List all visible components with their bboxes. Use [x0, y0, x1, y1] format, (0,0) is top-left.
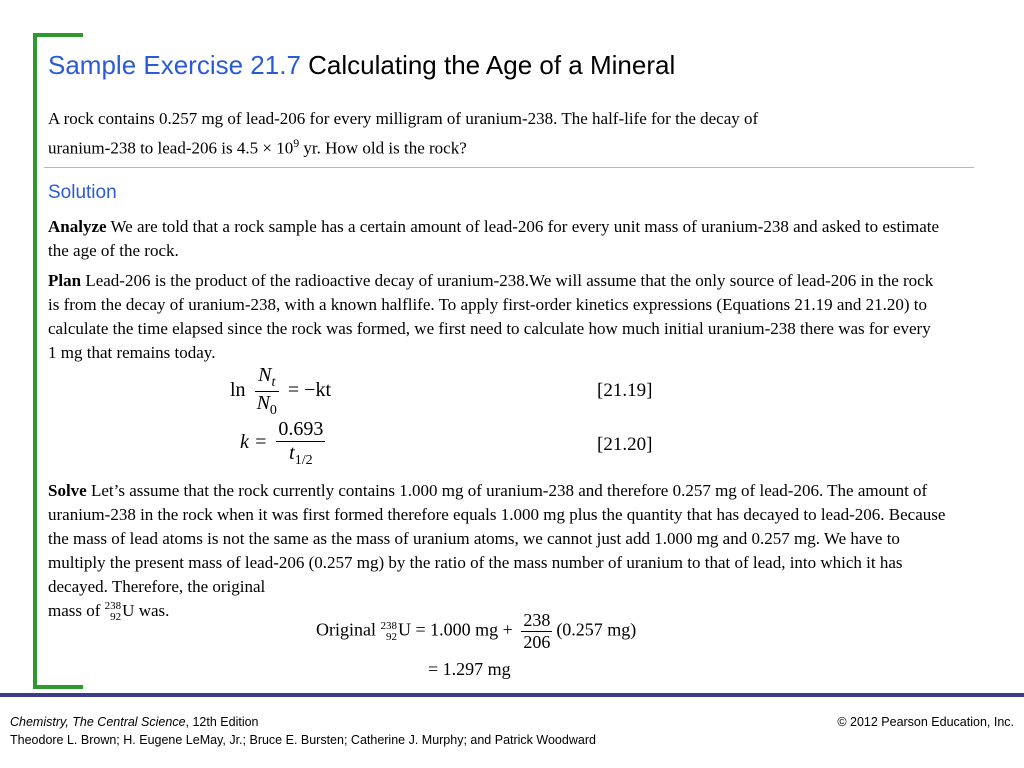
subscript: 0 [269, 403, 277, 418]
footer-book [10, 715, 259, 729]
denominator: 206 [523, 632, 551, 652]
numerator: 0.693 [278, 418, 324, 440]
page-title [48, 50, 675, 81]
book-title: Chemistry, The Central Science [10, 715, 186, 729]
numerator: 238 [523, 610, 551, 630]
plan-label: Plan [48, 271, 82, 290]
fraction [276, 418, 325, 469]
exercise-number: Sample Exercise 21.7 [48, 50, 301, 80]
denominator: t [289, 442, 295, 464]
subscript: 1/2 [294, 453, 313, 468]
edition: , 12th Edition [185, 715, 259, 729]
subscript: t [271, 375, 276, 390]
problem-line-1: A rock contains 0.257 mg of lead-206 for every milligram of uranium-238. The half-life for the decay of [48, 109, 759, 128]
equation-21-19 [230, 364, 331, 419]
divider [44, 167, 974, 168]
solve-text-end: mass of [48, 601, 105, 620]
solve-text: Let’s assume that the rock currently contains 1.000 mg of uranium-238 and therefore 0.257 mg of lead-206. The amount of uranium-238 in the rock when it was first formed therefore equals 1.000 mg plus the quantity that has decayed to lead-206. Because the mass of lead atoms is not the same as the mass of uranium atoms, we cannot just add 1.000 mg and 0.257 mg. We have to multiply the present mass of lead-206 (0.257 mg) by the ratio of the mass number of uranium to that of lead, into which it has decayed. Therefore, the original [48, 481, 946, 596]
element-symbol: U [122, 601, 135, 620]
equation-label-21-20: [21.20] [597, 434, 653, 455]
element-symbol: U [398, 619, 411, 640]
numerator: N [258, 364, 272, 386]
plan-text: Lead-206 is the product of the radioactive decay of uranium-238.We will assume that the only source of lead-206 in the rock is from the decay of uranium-238, with a known halflife. To apply first-order kinetics expressions (Equations 21.19 and 21.20) to calculate the time elapsed since the rock was formed, we first need to calculate how much initial uranium-238 there was for every 1 mg that remains today. [48, 271, 934, 362]
analyze-label: Analyze [48, 217, 107, 236]
atomic-number: 92 [110, 611, 122, 624]
mass-number: 238 [104, 600, 122, 613]
equation-21-20 [240, 418, 329, 469]
problem-text: 10 [271, 138, 294, 158]
footer-copyright: © 2012 Pearson Education, Inc. [837, 715, 1014, 729]
result-equation: = 1.297 mg [428, 659, 511, 679]
equation-word: Original [316, 619, 381, 640]
denominator: N [256, 392, 270, 414]
times-symbol: × [262, 138, 272, 158]
atomic-number: 92 [386, 630, 397, 643]
problem-text: uranium-238 to lead-206 is 4.5 [48, 138, 263, 158]
equation-lhs: k = [240, 431, 268, 454]
exponent: 9 [293, 136, 300, 150]
problem-statement [48, 107, 968, 161]
analyze-paragraph [48, 215, 963, 263]
mass-number: 238 [380, 619, 397, 632]
isotope-notation [381, 621, 398, 643]
ln-text: ln [230, 379, 246, 402]
solve-paragraph [48, 479, 953, 623]
equation-label-21-19: [21.19] [597, 380, 653, 401]
solve-text-end: was. [134, 601, 170, 620]
exercise-title: Calculating the Age of a Mineral [300, 50, 676, 80]
solve-label: Solve [48, 481, 87, 500]
original-uranium-equation [316, 610, 636, 653]
equation-middle: = 1.000 mg + [411, 619, 518, 640]
fraction [521, 610, 552, 653]
equation-rhs: = −kt [287, 379, 332, 402]
plan-paragraph [48, 269, 938, 365]
fraction [255, 364, 279, 419]
footer-divider [0, 693, 1024, 697]
footer-authors: Theodore L. Brown; H. Eugene LeMay, Jr.; Bruce E. Bursten; Catherine J. Murphy; and Patrick Woodward [10, 733, 596, 747]
problem-line-2 [48, 131, 968, 161]
equation-tail: (0.257 mg) [556, 619, 637, 640]
solution-heading: Solution [48, 182, 117, 203]
isotope-notation [105, 601, 122, 623]
analyze-text: We are told that a rock sample has a certain amount of lead-206 for every unit mass of uranium-238 and asked to estimate the age of the rock. [48, 217, 940, 260]
problem-text: yr. How old is the rock? [299, 138, 467, 158]
